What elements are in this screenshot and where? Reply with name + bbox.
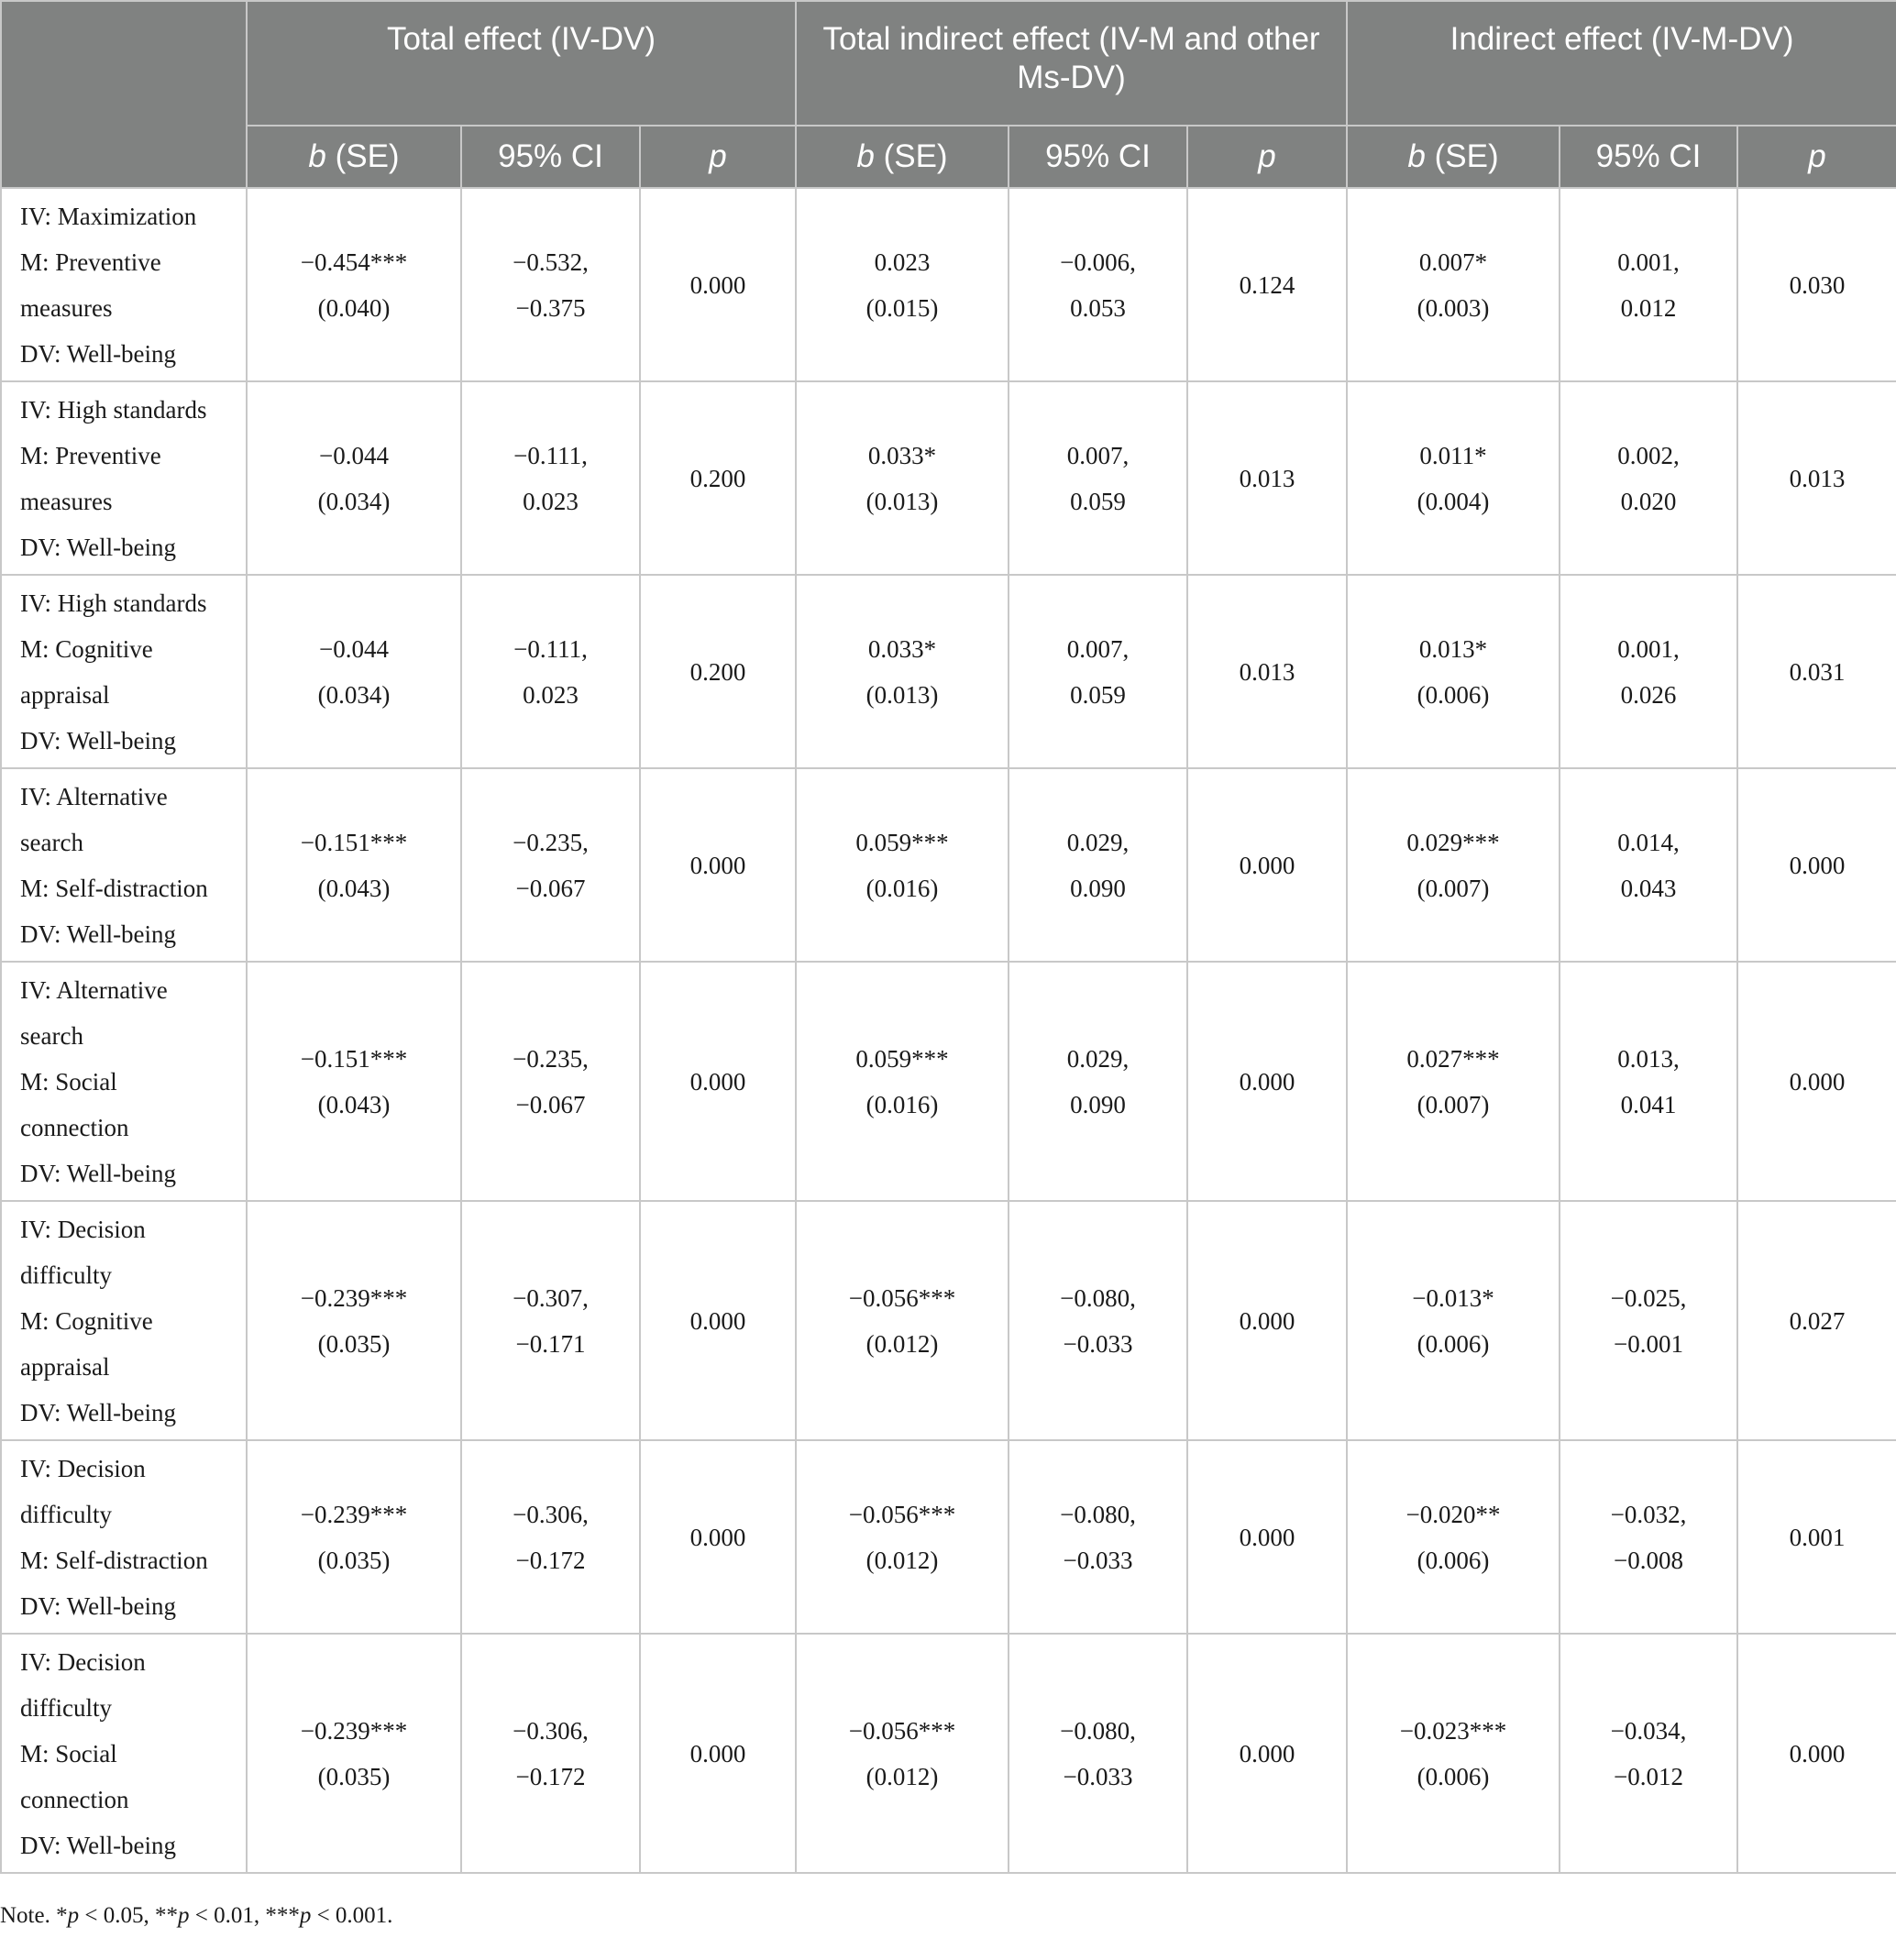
subheader-b-se: b (SE) [247, 126, 461, 188]
table-cell [461, 1634, 640, 1873]
cell-value: 0.027 [1789, 1306, 1846, 1335]
cell-value: 0.013 [1789, 464, 1846, 492]
cell-value: −0.151*** [300, 828, 408, 856]
cell-value: (0.012) [865, 1762, 939, 1790]
cell-value: 0.029*** [1406, 828, 1500, 856]
table-cell [461, 1440, 640, 1634]
table-row [1, 1634, 1896, 1873]
cell-value: (0.043) [317, 874, 391, 902]
row-label-line: DV: Well-being [20, 1591, 177, 1620]
cell-value: 0.001, [1617, 248, 1680, 276]
table-cell [1737, 962, 1896, 1201]
row-label-line: M: Cognitive [20, 634, 153, 663]
cell-value: 0.011* [1419, 441, 1487, 469]
cell-value: −0.111, [513, 441, 588, 469]
cell-value: (0.016) [865, 874, 939, 902]
cell-value: 0.000 [1239, 1306, 1295, 1335]
cell-value: 0.029, [1066, 1044, 1130, 1073]
cell-value: −0.033 [1063, 1329, 1133, 1358]
row-label-line: appraisal [20, 1352, 110, 1381]
subheader-ci: 95% CI [461, 126, 640, 188]
table-cell [1560, 188, 1737, 381]
cell-value: −0.172 [515, 1546, 586, 1574]
cell-value: (0.013) [865, 487, 939, 515]
row-label-line: search [20, 1021, 83, 1050]
table-cell [1347, 575, 1560, 768]
cell-value: −0.080, [1060, 1500, 1136, 1528]
cell-value: 0.031 [1789, 657, 1846, 686]
cell-value: 0.023 [523, 487, 579, 515]
row-label-line: connection [20, 1785, 129, 1813]
table-cell [247, 962, 461, 1201]
table-cell [1737, 381, 1896, 575]
cell-value: 0.124 [1239, 270, 1295, 299]
table-cell [1347, 962, 1560, 1201]
cell-value: (0.035) [317, 1329, 391, 1358]
table-cell [1187, 1634, 1347, 1873]
table-cell [796, 768, 1009, 962]
cell-value: 0.000 [689, 270, 746, 299]
cell-value: −0.034, [1610, 1716, 1687, 1745]
table-cell [1009, 1634, 1187, 1873]
cell-value: −0.025, [1610, 1283, 1687, 1312]
table-row [1, 188, 1896, 381]
cell-value: 0.013 [1239, 464, 1295, 492]
cell-value: 0.053 [1070, 293, 1126, 322]
cell-value: (0.043) [317, 1090, 391, 1118]
table-row [1, 1201, 1896, 1440]
row-label [1, 962, 247, 1201]
cell-value: (0.003) [1416, 293, 1490, 322]
cell-value: −0.056*** [848, 1283, 956, 1312]
cell-value: −0.032, [1610, 1500, 1687, 1528]
cell-value: −0.111, [513, 634, 588, 663]
table-cell [640, 768, 796, 962]
table-cell [1187, 1440, 1347, 1634]
cell-value: −0.080, [1060, 1283, 1136, 1312]
cell-value: −0.306, [513, 1500, 589, 1528]
table-cell [247, 575, 461, 768]
table-cell [247, 381, 461, 575]
subheader-ci: 95% CI [1009, 126, 1187, 188]
cell-value: −0.239*** [300, 1283, 408, 1312]
table-note: Note. *p < 0.05, **p < 0.01, ***p < 0.001. [0, 1903, 393, 1928]
table-cell [640, 188, 796, 381]
subheader-b-se: b (SE) [1347, 126, 1560, 188]
table-cell [1347, 381, 1560, 575]
cell-value: −0.532, [513, 248, 589, 276]
cell-value: 0.029, [1066, 828, 1130, 856]
cell-value: 0.026 [1620, 680, 1677, 709]
cell-value: 0.001, [1617, 634, 1680, 663]
table-cell [796, 962, 1009, 1201]
table-cell [1009, 1440, 1187, 1634]
row-label-line: difficulty [20, 1261, 112, 1289]
subheader-p: p [1737, 126, 1896, 188]
cell-value: −0.067 [515, 1090, 586, 1118]
cell-value: (0.013) [865, 680, 939, 709]
cell-value: 0.001 [1789, 1523, 1846, 1551]
table-cell [1737, 1201, 1896, 1440]
table-cell [461, 768, 640, 962]
row-label [1, 768, 247, 962]
cell-value: −0.044 [319, 634, 389, 663]
table-cell [796, 188, 1009, 381]
table-row [1, 1440, 1896, 1634]
cell-value: 0.000 [689, 851, 746, 879]
row-label-line: DV: Well-being [20, 1159, 177, 1187]
table-cell [1560, 381, 1737, 575]
row-label-line: difficulty [20, 1693, 112, 1722]
row-label-line: DV: Well-being [20, 919, 177, 948]
table-cell [796, 1634, 1009, 1873]
row-label-line: connection [20, 1113, 129, 1141]
row-label [1, 381, 247, 575]
cell-value: 0.000 [689, 1067, 746, 1096]
cell-value: 0.000 [1789, 1739, 1846, 1767]
row-label-line: appraisal [20, 680, 110, 709]
table-row [1, 575, 1896, 768]
table-cell [1737, 1634, 1896, 1873]
cell-value: −0.033 [1063, 1546, 1133, 1574]
cell-value: 0.000 [689, 1739, 746, 1767]
cell-value: −0.006, [1060, 248, 1136, 276]
table-cell [1009, 768, 1187, 962]
table-cell [247, 1201, 461, 1440]
header-indirect-effect: Indirect effect (IV-M-DV) [1347, 1, 1896, 126]
table-cell [1009, 575, 1187, 768]
cell-value: −0.239*** [300, 1500, 408, 1528]
table-cell [796, 575, 1009, 768]
cell-value: (0.035) [317, 1546, 391, 1574]
cell-value: −0.307, [513, 1283, 589, 1312]
row-label-line: DV: Well-being [20, 1398, 177, 1426]
table-cell [1737, 575, 1896, 768]
row-label-line: M: Self-distraction [20, 874, 208, 902]
cell-value: (0.012) [865, 1329, 939, 1358]
cell-value: 0.007, [1066, 441, 1130, 469]
table-cell [640, 1634, 796, 1873]
table-cell [461, 381, 640, 575]
cell-value: 0.200 [689, 657, 746, 686]
cell-value: 0.000 [1789, 1067, 1846, 1096]
subheader-p: p [640, 126, 796, 188]
table-cell [461, 1201, 640, 1440]
row-label-line: IV: Decision [20, 1454, 146, 1482]
cell-value: −0.012 [1614, 1762, 1683, 1790]
cell-value: 0.200 [689, 464, 746, 492]
row-label-line: DV: Well-being [20, 1831, 177, 1859]
cell-value: (0.040) [317, 293, 391, 322]
cell-value: −0.239*** [300, 1716, 408, 1745]
cell-value: 0.030 [1789, 270, 1846, 299]
table-cell [1347, 1201, 1560, 1440]
table-cell [1560, 1634, 1737, 1873]
cell-value: −0.172 [515, 1762, 586, 1790]
cell-value: 0.000 [689, 1306, 746, 1335]
row-label [1, 1201, 247, 1440]
cell-value: (0.007) [1416, 874, 1490, 902]
cell-value: −0.056*** [848, 1716, 956, 1745]
subheader-p: p [1187, 126, 1347, 188]
table-cell [1737, 188, 1896, 381]
cell-value: 0.020 [1620, 487, 1677, 515]
cell-value: 0.023 [523, 680, 579, 709]
row-label-line: M: Preventive [20, 441, 161, 469]
row-label-line: M: Cognitive [20, 1306, 153, 1335]
header-corner [1, 1, 247, 188]
table-cell [461, 188, 640, 381]
subheader-ci: 95% CI [1560, 126, 1737, 188]
table-cell [1737, 768, 1896, 962]
table-cell [1560, 1440, 1737, 1634]
row-label [1, 1634, 247, 1873]
cell-value: −0.080, [1060, 1716, 1136, 1745]
table-cell [461, 575, 640, 768]
table-cell [1187, 575, 1347, 768]
table-cell [247, 188, 461, 381]
cell-value: 0.033* [867, 441, 937, 469]
cell-value: 0.000 [1239, 1739, 1295, 1767]
table-row [1, 381, 1896, 575]
cell-value: −0.067 [515, 874, 586, 902]
row-label-line: difficulty [20, 1500, 112, 1528]
cell-value: 0.007* [1418, 248, 1488, 276]
cell-value: 0.059 [1070, 487, 1126, 515]
table-cell [1009, 381, 1187, 575]
table-cell [796, 1201, 1009, 1440]
table-cell [640, 1201, 796, 1440]
row-label [1, 1440, 247, 1634]
table-cell [1347, 1440, 1560, 1634]
row-label-line: measures [20, 293, 113, 322]
cell-value: (0.015) [865, 293, 939, 322]
table-cell [1560, 1201, 1737, 1440]
row-label-line: M: Social [20, 1067, 117, 1096]
row-label-line: IV: Decision [20, 1647, 146, 1676]
cell-value: −0.235, [513, 828, 589, 856]
row-label-line: DV: Well-being [20, 533, 177, 561]
cell-value: (0.006) [1416, 680, 1490, 709]
row-label-line: measures [20, 487, 113, 515]
cell-value: 0.002, [1617, 441, 1680, 469]
row-label-line: IV: Maximization [20, 202, 197, 230]
table-cell [640, 381, 796, 575]
table-body [1, 188, 1896, 1873]
cell-value: −0.020** [1405, 1500, 1501, 1528]
cell-value: −0.008 [1614, 1546, 1683, 1574]
cell-value: −0.001 [1614, 1329, 1683, 1358]
cell-value: −0.044 [319, 441, 389, 469]
cell-value: (0.004) [1416, 487, 1490, 515]
cell-value: (0.006) [1416, 1546, 1490, 1574]
cell-value: 0.014, [1617, 828, 1680, 856]
table-cell [1009, 962, 1187, 1201]
table-cell [1009, 1201, 1187, 1440]
table-cell [1347, 768, 1560, 962]
cell-value: 0.013 [1239, 657, 1295, 686]
table-cell [1187, 768, 1347, 962]
cell-value: (0.035) [317, 1762, 391, 1790]
cell-value: 0.059*** [855, 1044, 949, 1073]
row-label-line: M: Self-distraction [20, 1546, 208, 1574]
cell-value: 0.000 [1239, 851, 1295, 879]
cell-value: 0.090 [1070, 1090, 1126, 1118]
cell-value: −0.013* [1412, 1283, 1494, 1312]
cell-value: 0.023 [874, 248, 931, 276]
cell-value: 0.090 [1070, 874, 1126, 902]
subheader-b-se: b (SE) [796, 126, 1009, 188]
cell-value: −0.454*** [300, 248, 408, 276]
row-label-line: IV: Alternative [20, 782, 168, 810]
cell-value: 0.041 [1620, 1090, 1677, 1118]
cell-value: (0.016) [865, 1090, 939, 1118]
cell-value: −0.306, [513, 1716, 589, 1745]
cell-value: 0.043 [1620, 874, 1677, 902]
row-label-line: IV: Decision [20, 1215, 146, 1243]
cell-value: 0.000 [689, 1523, 746, 1551]
cell-value: (0.006) [1416, 1329, 1490, 1358]
cell-value: (0.006) [1416, 1762, 1490, 1790]
cell-value: 0.013* [1418, 634, 1488, 663]
row-label [1, 575, 247, 768]
table-cell [796, 1440, 1009, 1634]
cell-value: −0.151*** [300, 1044, 408, 1073]
header-total-indirect-effect: Total indirect effect (IV-M and other Ms-DV) [796, 1, 1347, 126]
cell-value: (0.034) [317, 487, 391, 515]
cell-value: 0.013, [1617, 1044, 1680, 1073]
table-cell [461, 962, 640, 1201]
row-label-line: DV: Well-being [20, 339, 177, 368]
table-cell [1187, 188, 1347, 381]
cell-value: (0.012) [865, 1546, 939, 1574]
table-cell [247, 768, 461, 962]
cell-value: 0.012 [1620, 293, 1677, 322]
table-cell [640, 575, 796, 768]
cell-value: −0.033 [1063, 1762, 1133, 1790]
cell-value: 0.000 [1789, 851, 1846, 879]
row-label-line: M: Social [20, 1739, 117, 1767]
table-cell [1347, 188, 1560, 381]
row-label-line: search [20, 828, 83, 856]
row-label-line: M: Preventive [20, 248, 161, 276]
table-row [1, 768, 1896, 962]
cell-value: −0.056*** [848, 1500, 956, 1528]
table-cell [247, 1634, 461, 1873]
cell-value: 0.000 [1239, 1523, 1295, 1551]
cell-value: −0.171 [515, 1329, 586, 1358]
table-cell [1187, 1201, 1347, 1440]
cell-value: 0.059*** [855, 828, 949, 856]
cell-value: (0.007) [1416, 1090, 1490, 1118]
table-cell [1560, 768, 1737, 962]
row-label-line: IV: Alternative [20, 975, 168, 1004]
cell-value: 0.059 [1070, 680, 1126, 709]
cell-value: 0.033* [867, 634, 937, 663]
table-cell [1560, 962, 1737, 1201]
table-row [1, 962, 1896, 1201]
cell-value: −0.023*** [1399, 1716, 1507, 1745]
table-cell [640, 1440, 796, 1634]
table-cell [640, 962, 796, 1201]
cell-value: (0.034) [317, 680, 391, 709]
table-cell [247, 1440, 461, 1634]
row-label-line: IV: High standards [20, 589, 207, 617]
cell-value: 0.027*** [1406, 1044, 1500, 1073]
table-cell [796, 381, 1009, 575]
cell-value: 0.007, [1066, 634, 1130, 663]
table-cell [1187, 381, 1347, 575]
table-cell [1737, 1440, 1896, 1634]
table-cell [1560, 575, 1737, 768]
table-cell [1009, 188, 1187, 381]
row-label [1, 188, 247, 381]
cell-value: −0.375 [515, 293, 586, 322]
header-total-effect: Total effect (IV-DV) [247, 1, 796, 126]
row-label-line: IV: High standards [20, 395, 207, 424]
table-cell [1187, 962, 1347, 1201]
cell-value: −0.235, [513, 1044, 589, 1073]
row-label-line: DV: Well-being [20, 726, 177, 754]
cell-value: 0.000 [1239, 1067, 1295, 1096]
table-cell [1347, 1634, 1560, 1873]
